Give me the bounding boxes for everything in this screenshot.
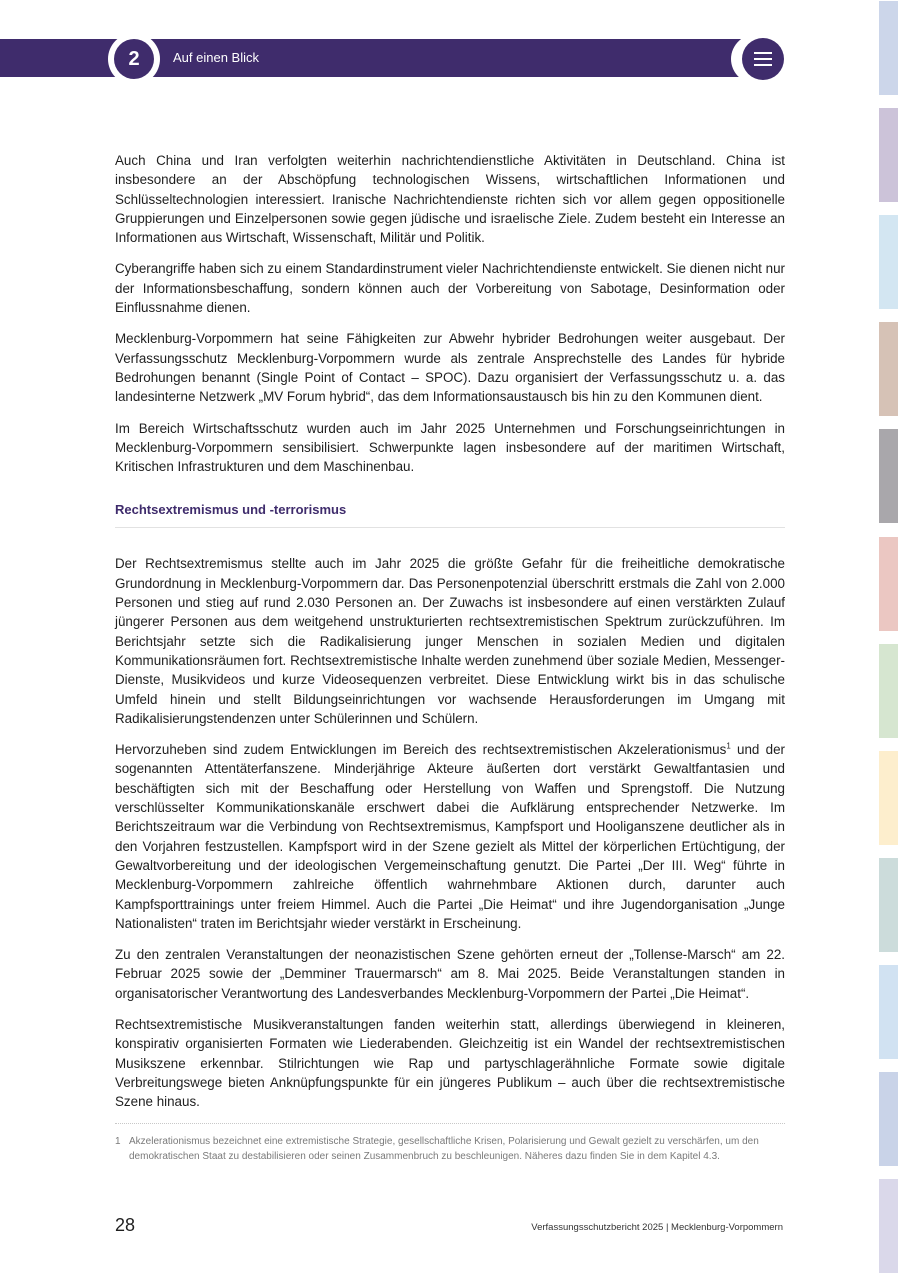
chapter-title[interactable]: Auf einen Blick bbox=[173, 50, 259, 65]
paragraph: Mecklenburg-Vorpommern hat seine Fähigkeiten zur Abwehr hybrider Bedrohungen weiter ausgebaut. Der Verfassungsschutz Mecklenburg-Vorpommern wurde als zentrale Ansprechstelle des Landes für hybride Bedrohungen benannt (Single Point of Contact – SPOC). Dazu organisiert der Verfassungsschutz u. a. das landesinterne Netzwerk „MV Forum hybrid“, das dem Informationsaustausch bis hin zu den Kommunen dient. bbox=[115, 331, 785, 405]
footer-title: Verfassungsschutzbericht 2025 | Mecklenburg-Vorpommern bbox=[531, 1222, 783, 1233]
footnote-reference[interactable]: 1 bbox=[726, 741, 731, 751]
side-tab-10[interactable] bbox=[879, 965, 898, 1059]
side-tab-11[interactable] bbox=[879, 1072, 898, 1166]
side-tab-2[interactable] bbox=[879, 108, 898, 202]
footnote-text: Akzelerationismus bezeichnet eine extremistische Strategie, gesellschaftliche Krisen, Polarisierung und Gewalt gezielt zu verschärfen, um den demokratischen Staat zu destabilisieren oder seinen Zusammenbruch zu beschleunigen. Näheres dazu finden Sie in dem Kapitel 4.3. bbox=[129, 1136, 759, 1163]
paragraph: Im Bereich Wirtschaftsschutz wurden auch im Jahr 2025 Unternehmen und Forschungseinrichtungen in Mecklenburg-Vorpommern sensibilisiert. Schwerpunkte lagen insbesondere auf der maritimen Wirtschaft, Kritischen Infrastrukturen und dem Maschinenbau. bbox=[115, 420, 785, 475]
side-tab-1[interactable] bbox=[879, 1, 898, 95]
hamburger-icon-line bbox=[754, 58, 772, 60]
side-tab-4[interactable] bbox=[879, 322, 898, 416]
paragraph-text: Hervorzuheben sind zudem Entwicklungen im Bereich des rechtsextremistischen Akzelerationismus bbox=[115, 742, 727, 758]
footnote-divider bbox=[115, 1123, 785, 1124]
side-tab-9[interactable] bbox=[879, 858, 898, 952]
side-tab-8[interactable] bbox=[879, 751, 898, 845]
side-tab-7[interactable] bbox=[879, 644, 898, 738]
hamburger-icon-line bbox=[754, 64, 772, 66]
footnote-number: 1 bbox=[115, 1136, 121, 1148]
paragraph: Rechtsextremistische Musikveranstaltungen fanden weiterhin statt, allerdings überwiegend in kleineren, konspirativ organisierten Formaten wie Liederabenden. Gleichzeitig ist ein Wandel der rechtsextremistischen Musikszene erkennbar. Stilrichtungen wie Rap und partyschlagerähnliche Formate sowie digitale Verbreitungswege bieten Anknüpfungspunkte für ein jüngeres Publikum – auch über die rechtsextremistische Szene hinaus. bbox=[115, 1016, 785, 1110]
paragraph bbox=[115, 740, 785, 933]
side-tab-5[interactable] bbox=[879, 429, 898, 523]
section-divider bbox=[115, 527, 785, 528]
side-tab-12[interactable] bbox=[879, 1179, 898, 1273]
paragraph: Zu den zentralen Veranstaltungen der neonazistischen Szene gehörten erneut der „Tollense-Marsch“ am 22. Februar 2025 sowie der „Demminer Trauermarsch“ am 8. Mai 2025. Beide Veranstaltungen standen in organisatorischer Verantwortung des Landesverbandes Mecklenburg-Vorpommern der Partei „Die Heimat“. bbox=[115, 947, 785, 1001]
paragraph-text: und der sogenannten Attentäterfanszene. Minderjährige Akteure äußerten dort verstärkt Gewaltfantasien und beschäftigten sich mit der Beschaffung oder Herstellung von Waffen und Sprengstoff. Die Nutzung verschlüsselter Kommunikationskanäle erschwert dabei die Aufklärung entsprechender Netzwerke. Im Berichtszeitraum war die Verbindung von Rechtsextremismus, Kampfsport und Hooliganszene deutlicher als in den Vorjahren festzustellen. Kampfsport wird in der Szene gezielt als Mittel der körperlichen Ertüchtigung, der Gewaltvorbereitung und der ideologischen Vergemeinschaftung genutzt. Die Partei „Der III. Weg“ führte in Mecklenburg-Vorpommern zahlreiche öffentlich wahrnehmbare Aktionen durch, darunter auch Kampfsporttrainings unter freiem Himmel. Auch die Partei „Die Heimat“ und ihre Jugendorganisation „Junge Nationalisten“ traten im Berichtsjahr wieder verstärkt in Erscheinung. bbox=[115, 742, 785, 931]
footnote bbox=[115, 1134, 785, 1164]
chapter-number-badge[interactable]: 2 bbox=[114, 39, 154, 79]
main-content bbox=[115, 151, 785, 1164]
hamburger-icon-line bbox=[754, 52, 772, 54]
paragraph: Der Rechtsextremismus stellte auch im Jahr 2025 die größte Gefahr für die freiheitliche demokratische Grundordnung in Mecklenburg-Vorpommern dar. Das Personenpotenzial überschritt erstmals die Zahl von 2.000 Personen und stieg auf rund 2.030 Personen an. Der Zuwachs ist insbesondere auf einen verstärkten Zulauf jüngerer Personen aus dem weitgehend unstrukturierten rechtsextremistischen Spektrum zurückzuführen. Im Berichtsjahr setzte sich die Radikalisierung junger Menschen in sozialen Medien und digitalen Kommunikationsräumen fort. Rechtsextremistische Inhalte werden zunehmend über soziale Medien, Messenger-Dienste, Musikvideos und kurze Videosequenzen verbreitet. Diese Entwicklung wirkt bis in das schulische Umfeld hinein und stellt Bildungseinrichtungen vor wachsende Herausforderungen im Umgang mit Radikalisierungstendenzen unter Schülerinnen und Schülern. bbox=[115, 556, 785, 726]
menu-button[interactable] bbox=[742, 38, 784, 80]
side-tab-6[interactable] bbox=[879, 537, 898, 631]
paragraph: Auch China und Iran verfolgten weiterhin nachrichtendienstliche Aktivitäten in Deutschland. China ist insbesondere an der Abschöpfung technologischen Wissens, wirtschaftlichen Informationen und Schlüsseltechnologien interessiert. Iranische Nachrichtendienste richten sich vor allem gegen oppositionelle Gruppierungen und Einzelpersonen sowie gegen jüdische und israelische Ziele. Zudem besteht ein Interesse an Informationen aus Wirtschaft, Wissenschaft, Militär und Politik. bbox=[115, 153, 785, 246]
paragraph: Cyberangriffe haben sich zu einem Standardinstrument vieler Nachrichtendienste entwickelt. Sie dienen nicht nur der Informationsbeschaffung, sondern können auch der Vorbereitung von Sabotage, Desinformation oder Einflussnahme dienen. bbox=[115, 261, 785, 316]
section-heading-block bbox=[115, 502, 785, 528]
section-heading: Rechtsextremismus und -terrorismus bbox=[115, 502, 347, 518]
page-number: 28 bbox=[115, 1215, 136, 1235]
side-tab-3[interactable] bbox=[879, 215, 898, 309]
